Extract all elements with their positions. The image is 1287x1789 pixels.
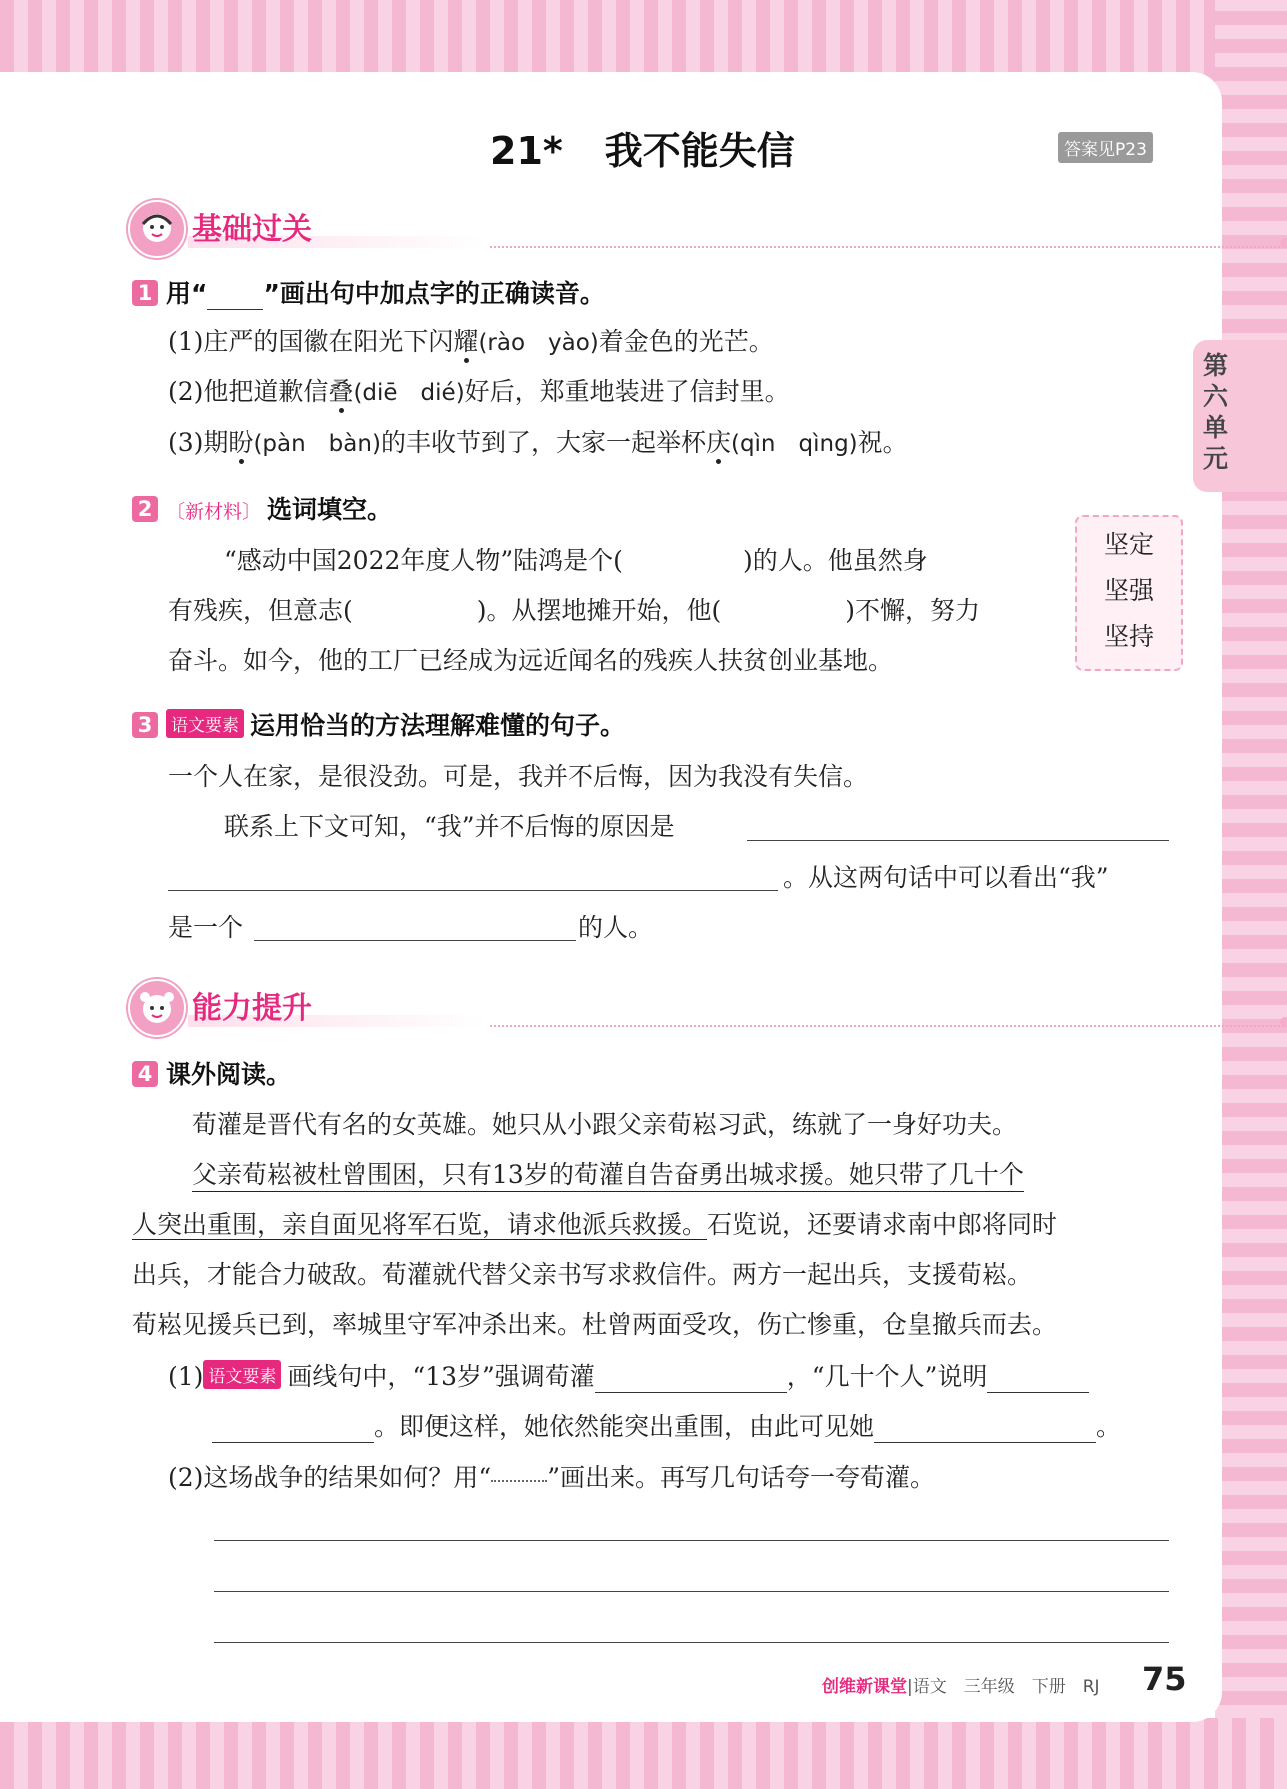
answer-blank[interactable] — [987, 1366, 1089, 1393]
sub-question-1 — [168, 1357, 1089, 1393]
lesson-number: 21* — [490, 129, 563, 173]
question-2-line-3: 奋斗。如今，他的工厂已经成为远近闻名的残疾人扶贫创业基地。 — [168, 646, 894, 675]
underline-sample — [207, 283, 263, 310]
item-text: (3)期 — [168, 428, 229, 457]
dotted-character: 盼 — [228, 428, 254, 457]
word-option: 坚持 — [1103, 622, 1154, 651]
dotted-divider — [490, 1025, 1287, 1027]
pinyin-choices[interactable]: (diē dié) — [353, 380, 465, 406]
page-number: 75 — [1142, 1660, 1187, 1698]
writing-line[interactable] — [214, 1540, 1169, 1541]
passage-text: 石览说，还要请求南中郎将同时 — [707, 1210, 1058, 1239]
passage-underlined-line-1: 父亲荀崧被杜曾围困，只有13岁的荀灌自告奋勇出城求援。她只带了几十个 — [192, 1155, 1024, 1192]
answer-line[interactable] — [254, 940, 576, 941]
passage-line-2 — [132, 1205, 1057, 1241]
footer-brand: 创维新课堂 — [822, 1677, 907, 1697]
sub-question-1-cont — [212, 1407, 1121, 1443]
page-border-right — [1215, 0, 1287, 1789]
question-number: 2 — [132, 496, 158, 522]
question-1-instruction: ”画出句中加点字的正确读音。 — [263, 279, 605, 308]
language-element-tag: 语文要素 — [203, 1360, 281, 1389]
question-number: 1 — [132, 280, 158, 306]
sub-question-2 — [168, 1458, 935, 1494]
unit-side-tab-label: 第六单元 — [1203, 351, 1229, 473]
question-3-prompt-3a: 是一个 — [168, 913, 244, 942]
footer-book-info: |语文 三年级 下册 RJ — [907, 1677, 1100, 1697]
writing-line[interactable] — [214, 1591, 1169, 1592]
question-1-item-2 — [168, 372, 790, 408]
passage-text: 有残疾，但意志( — [168, 596, 353, 625]
sub-question-number: (1) — [168, 1362, 204, 1391]
sub-question-text: ，“几十个人”说明 — [786, 1362, 988, 1391]
dotted-character: 庆 — [705, 428, 731, 457]
new-material-tag: 〔新材料〕 — [166, 501, 262, 523]
passage-text: )不懈，努力 — [845, 596, 981, 625]
footer-info — [822, 1672, 1100, 1697]
sub-question-text: ”画出来。再写几句话夸一夸荀灌。 — [547, 1463, 935, 1492]
divider-dot-icon — [1280, 238, 1287, 248]
item-text: 好后，郑重地装进了信封里。 — [464, 377, 790, 406]
question-2-heading — [132, 490, 392, 526]
answer-line[interactable] — [168, 890, 778, 891]
answer-blank[interactable] — [595, 1366, 787, 1393]
answer-line[interactable] — [747, 840, 1169, 841]
passage-underlined-line-2: 人突出重围，亲自面见将军石览，请求他派兵救援。 — [132, 1210, 708, 1239]
question-1-prefix: 用“ — [166, 279, 208, 308]
question-4-instruction: 课外阅读。 — [166, 1060, 292, 1089]
sub-question-text: 。 — [1096, 1412, 1122, 1441]
item-text: (2)他把道歉信 — [168, 377, 329, 406]
question-2-line-2 — [168, 591, 980, 627]
pinyin-choices[interactable]: (rào yào) — [478, 330, 599, 356]
answer-blank[interactable] — [874, 1416, 1096, 1443]
passage-text: )。从摆地摊开始，他( — [476, 596, 722, 625]
language-element-tag: 语文要素 — [166, 709, 244, 738]
question-2-instruction: 选词填空。 — [267, 495, 393, 524]
question-2-line-1 — [224, 541, 928, 577]
passage-line-3: 出兵，才能合力破敌。荀灌就代替父亲书写求救信件。两方一起出兵，支援荀崧。 — [132, 1260, 1033, 1289]
writing-line[interactable] — [214, 1642, 1169, 1643]
page-border-bottom — [0, 1718, 1287, 1789]
item-text: 的丰收节到了，大家一起举杯 — [380, 428, 706, 457]
question-number: 3 — [132, 712, 158, 738]
item-text: 祝。 — [857, 428, 908, 457]
question-1-item-1 — [168, 322, 774, 358]
passage-line-4: 荀崧见援兵已到，率城里守军冲杀出来。杜曾两面受攻，伤亡惨重，仓皇撤兵而去。 — [132, 1310, 1058, 1339]
question-number: 4 — [132, 1061, 158, 1087]
section-title: 能力提升 — [192, 991, 312, 1026]
question-1-heading — [132, 274, 605, 310]
question-3-prompt-2: 。从这两句话中可以看出“我” — [783, 863, 1109, 892]
pinyin-choices[interactable]: (pàn bàn) — [253, 431, 381, 457]
girl-avatar-icon — [128, 200, 186, 258]
pinyin-choices[interactable]: (qìn qìng) — [730, 431, 858, 457]
item-text: 着金色的光芒。 — [598, 327, 774, 356]
divider-dot-icon — [1280, 1017, 1287, 1027]
word-option: 坚定 — [1103, 530, 1154, 559]
question-1-item-3 — [168, 423, 908, 459]
passage-text: )的人。他虽然身 — [742, 546, 928, 575]
dotted-divider — [490, 246, 1287, 248]
lesson-title — [490, 120, 795, 175]
answer-reference-badge: 答案见P23 — [1058, 132, 1153, 163]
section-title: 基础过关 — [192, 212, 312, 247]
question-3-prompt-1: 联系上下文可知，“我”并不后悔的原因是 — [224, 812, 675, 841]
question-3-prompt-3b: 的人。 — [578, 913, 654, 942]
dotted-character: 耀 — [453, 327, 479, 356]
sub-question-text: (2)这场战争的结果如何？用“ — [168, 1463, 492, 1492]
passage-text: “感动中国2022年度人物”陆鸿是个( — [224, 546, 623, 575]
sub-question-text: 。即便这样，她依然能突出重围，由此可见她 — [374, 1412, 875, 1441]
question-4-heading — [132, 1055, 291, 1091]
question-3-quote: 一个人在家，是很没劲。可是，我并不后悔，因为我没有失信。 — [168, 762, 869, 791]
wavy-line-sample — [491, 1460, 547, 1482]
character-avatar-icon — [128, 979, 186, 1037]
answer-blank[interactable] — [212, 1416, 374, 1443]
word-bank — [1075, 515, 1183, 671]
sub-question-text: 画线句中，“13岁”强调荀灌 — [287, 1362, 595, 1391]
lesson-name: 我不能失信 — [604, 129, 795, 173]
dotted-character: 叠 — [328, 377, 354, 406]
item-text: (1)庄严的国徽在阳光下闪 — [168, 327, 454, 356]
passage-paragraph-1: 荀灌是晋代有名的女英雄。她只从小跟父亲荀崧习武，练就了一身好功夫。 — [192, 1110, 1018, 1139]
question-3-heading — [132, 706, 625, 742]
unit-side-tab — [1193, 340, 1287, 492]
word-option: 坚强 — [1103, 576, 1154, 605]
question-3-instruction: 运用恰当的方法理解难懂的句子。 — [250, 711, 626, 740]
